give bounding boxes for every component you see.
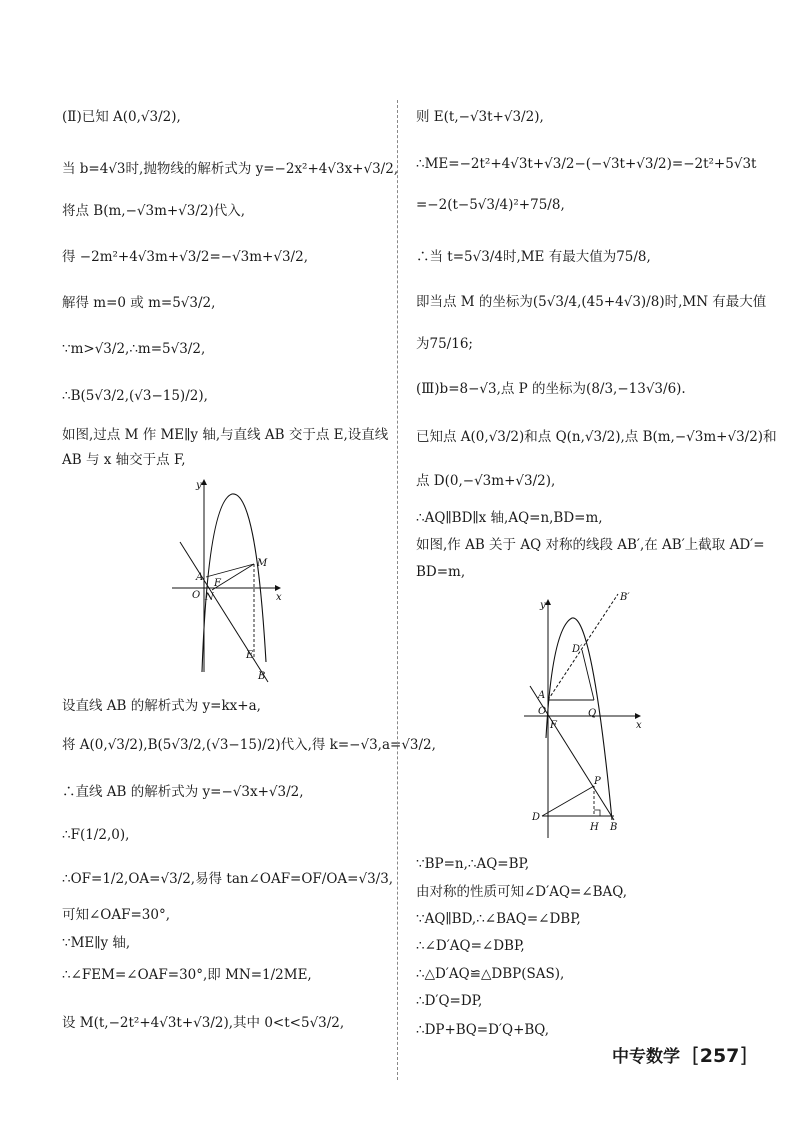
text-line: ∴∠D′AQ=∠DBP, (416, 938, 525, 954)
text-line: 将 A(0,√3/2),B(5√3/2,(√3−15)/2)代入,得 k=−√3,a=√3/2, (62, 737, 436, 753)
text-line: 将点 B(m,−√3m+√3/2)代入, (62, 203, 246, 219)
label-m: M (257, 558, 268, 569)
label-q: Q (588, 708, 597, 719)
label-h: H (590, 822, 599, 833)
text-line: ∴F(1/2,0), (62, 827, 130, 843)
journal-name: 中专数学 (612, 1047, 680, 1067)
label-a: A (196, 572, 204, 583)
text-line: 如图,作 AB 关于 AQ 对称的线段 AB′,在 AB′上截取 AD′= (416, 537, 765, 553)
text-line: 已知点 A(0,√3/2)和点 Q(n,√3/2),点 B(m,−√3m+√3/2)和 (416, 429, 777, 445)
text-line: 为75/16; (416, 336, 473, 352)
text-line: ∴ME=−2t²+4√3t+√3/2−(−√3t+√3/2)=−2t²+5√3t (416, 156, 757, 172)
text-line: 得 −2m²+4√3m+√3/2=−√3m+√3/2, (62, 249, 308, 265)
label-x: x (636, 720, 642, 731)
label-b: B (258, 671, 266, 682)
label-a: A (538, 690, 546, 701)
text-line: (Ⅱ)已知 A(0,√3/2), (62, 109, 181, 125)
line-ab-prime (548, 594, 618, 700)
label-e: E (246, 650, 254, 661)
text-line: 即当点 M 的坐标为(5√3/4,(45+4√3)/8)时,MN 有最大值 (416, 294, 767, 310)
line-ab (180, 542, 268, 682)
text-line: BD=m, (416, 564, 466, 580)
text-line: ∴DP+BQ=D′Q+BQ, (416, 1022, 549, 1038)
segment-dp (542, 786, 594, 816)
parabola-figure-1 (170, 472, 290, 687)
text-line: 设直线 AB 的解析式为 y=kx+a, (62, 698, 261, 714)
text-line: 可知∠OAF=30°, (62, 907, 171, 923)
label-y: y (540, 600, 546, 611)
label-d-prime: D′ (572, 644, 583, 655)
text-line: 设 M(t,−2t²+4√3t+√3/2),其中 0<t<5√3/2, (62, 1015, 345, 1031)
text-line: ∴当 t=5√3/4时,ME 有最大值为75/8, (416, 249, 651, 265)
text-line: ∴B(5√3/2,(√3−15)/2), (62, 388, 208, 404)
label-x: x (276, 592, 282, 603)
text-line: ∵AQ∥BD,∴∠BAQ=∠DBP, (416, 911, 581, 927)
text-line: 点 D(0,−√3m+√3/2), (416, 473, 556, 489)
page-number (692, 1043, 747, 1067)
parabola-figure-2 (522, 588, 652, 840)
page-number-value: 257 (699, 1045, 740, 1067)
label-d: D (532, 812, 541, 823)
text-line: 当 b=4√3时,抛物线的解析式为 y=−2x²+4√3x+√3/2, (62, 161, 399, 177)
text-line: ∴直线 AB 的解析式为 y=−√3x+√3/2, (62, 784, 304, 800)
segment-am (206, 564, 254, 577)
label-n: N (205, 592, 214, 603)
text-line: AB 与 x 轴交于点 F, (62, 452, 186, 468)
text-line: 则 E(t,−√3t+√3/2), (416, 109, 544, 125)
bracket-open: [ (691, 1043, 700, 1067)
column-divider (397, 100, 398, 1080)
label-y: y (196, 480, 202, 491)
label-f: F (550, 720, 557, 731)
right-angle-mark (594, 810, 600, 816)
label-o: O (538, 706, 547, 717)
text-line: 由对称的性质可知∠D′AQ=∠BAQ, (416, 884, 627, 900)
text-line: ∴AQ∥BD∥x 轴,AQ=n,BD=m, (416, 510, 603, 526)
label-p: P (594, 776, 601, 787)
text-line: =−2(t−5√3/4)²+75/8, (416, 197, 565, 213)
text-line: (Ⅲ)b=8−√3,点 P 的坐标为(8/3,−13√3/6). (416, 381, 686, 397)
page-footer (612, 1042, 747, 1067)
bracket-close: ] (739, 1043, 748, 1067)
text-line: ∴△D′AQ≌△DBP(SAS), (416, 966, 565, 982)
text-line: ∵ME∥y 轴, (62, 935, 131, 951)
segment-d-prime-q (582, 650, 594, 700)
text-line: ∴OF=1/2,OA=√3/2,易得 tan∠OAF=OF/OA=√3/3, (62, 871, 394, 887)
text-line: ∴∠FEM=∠OAF=30°,即 MN=1/2ME, (62, 967, 312, 983)
label-b: B (610, 822, 618, 833)
text-line: ∴D′Q=DP, (416, 993, 483, 1009)
text-line: 如图,过点 M 作 ME∥y 轴,与直线 AB 交于点 E,设直线 (62, 427, 389, 443)
text-line: ∵BP=n,∴AQ=BP, (416, 856, 530, 872)
label-o: O (192, 590, 201, 601)
text-line: 解得 m=0 或 m=5√3/2, (62, 295, 216, 311)
text-line: ∵m>√3/2,∴m=5√3/2, (62, 341, 206, 357)
parabola-curve (202, 494, 266, 672)
label-f: F (214, 578, 221, 589)
label-b-prime: B′ (620, 592, 630, 603)
